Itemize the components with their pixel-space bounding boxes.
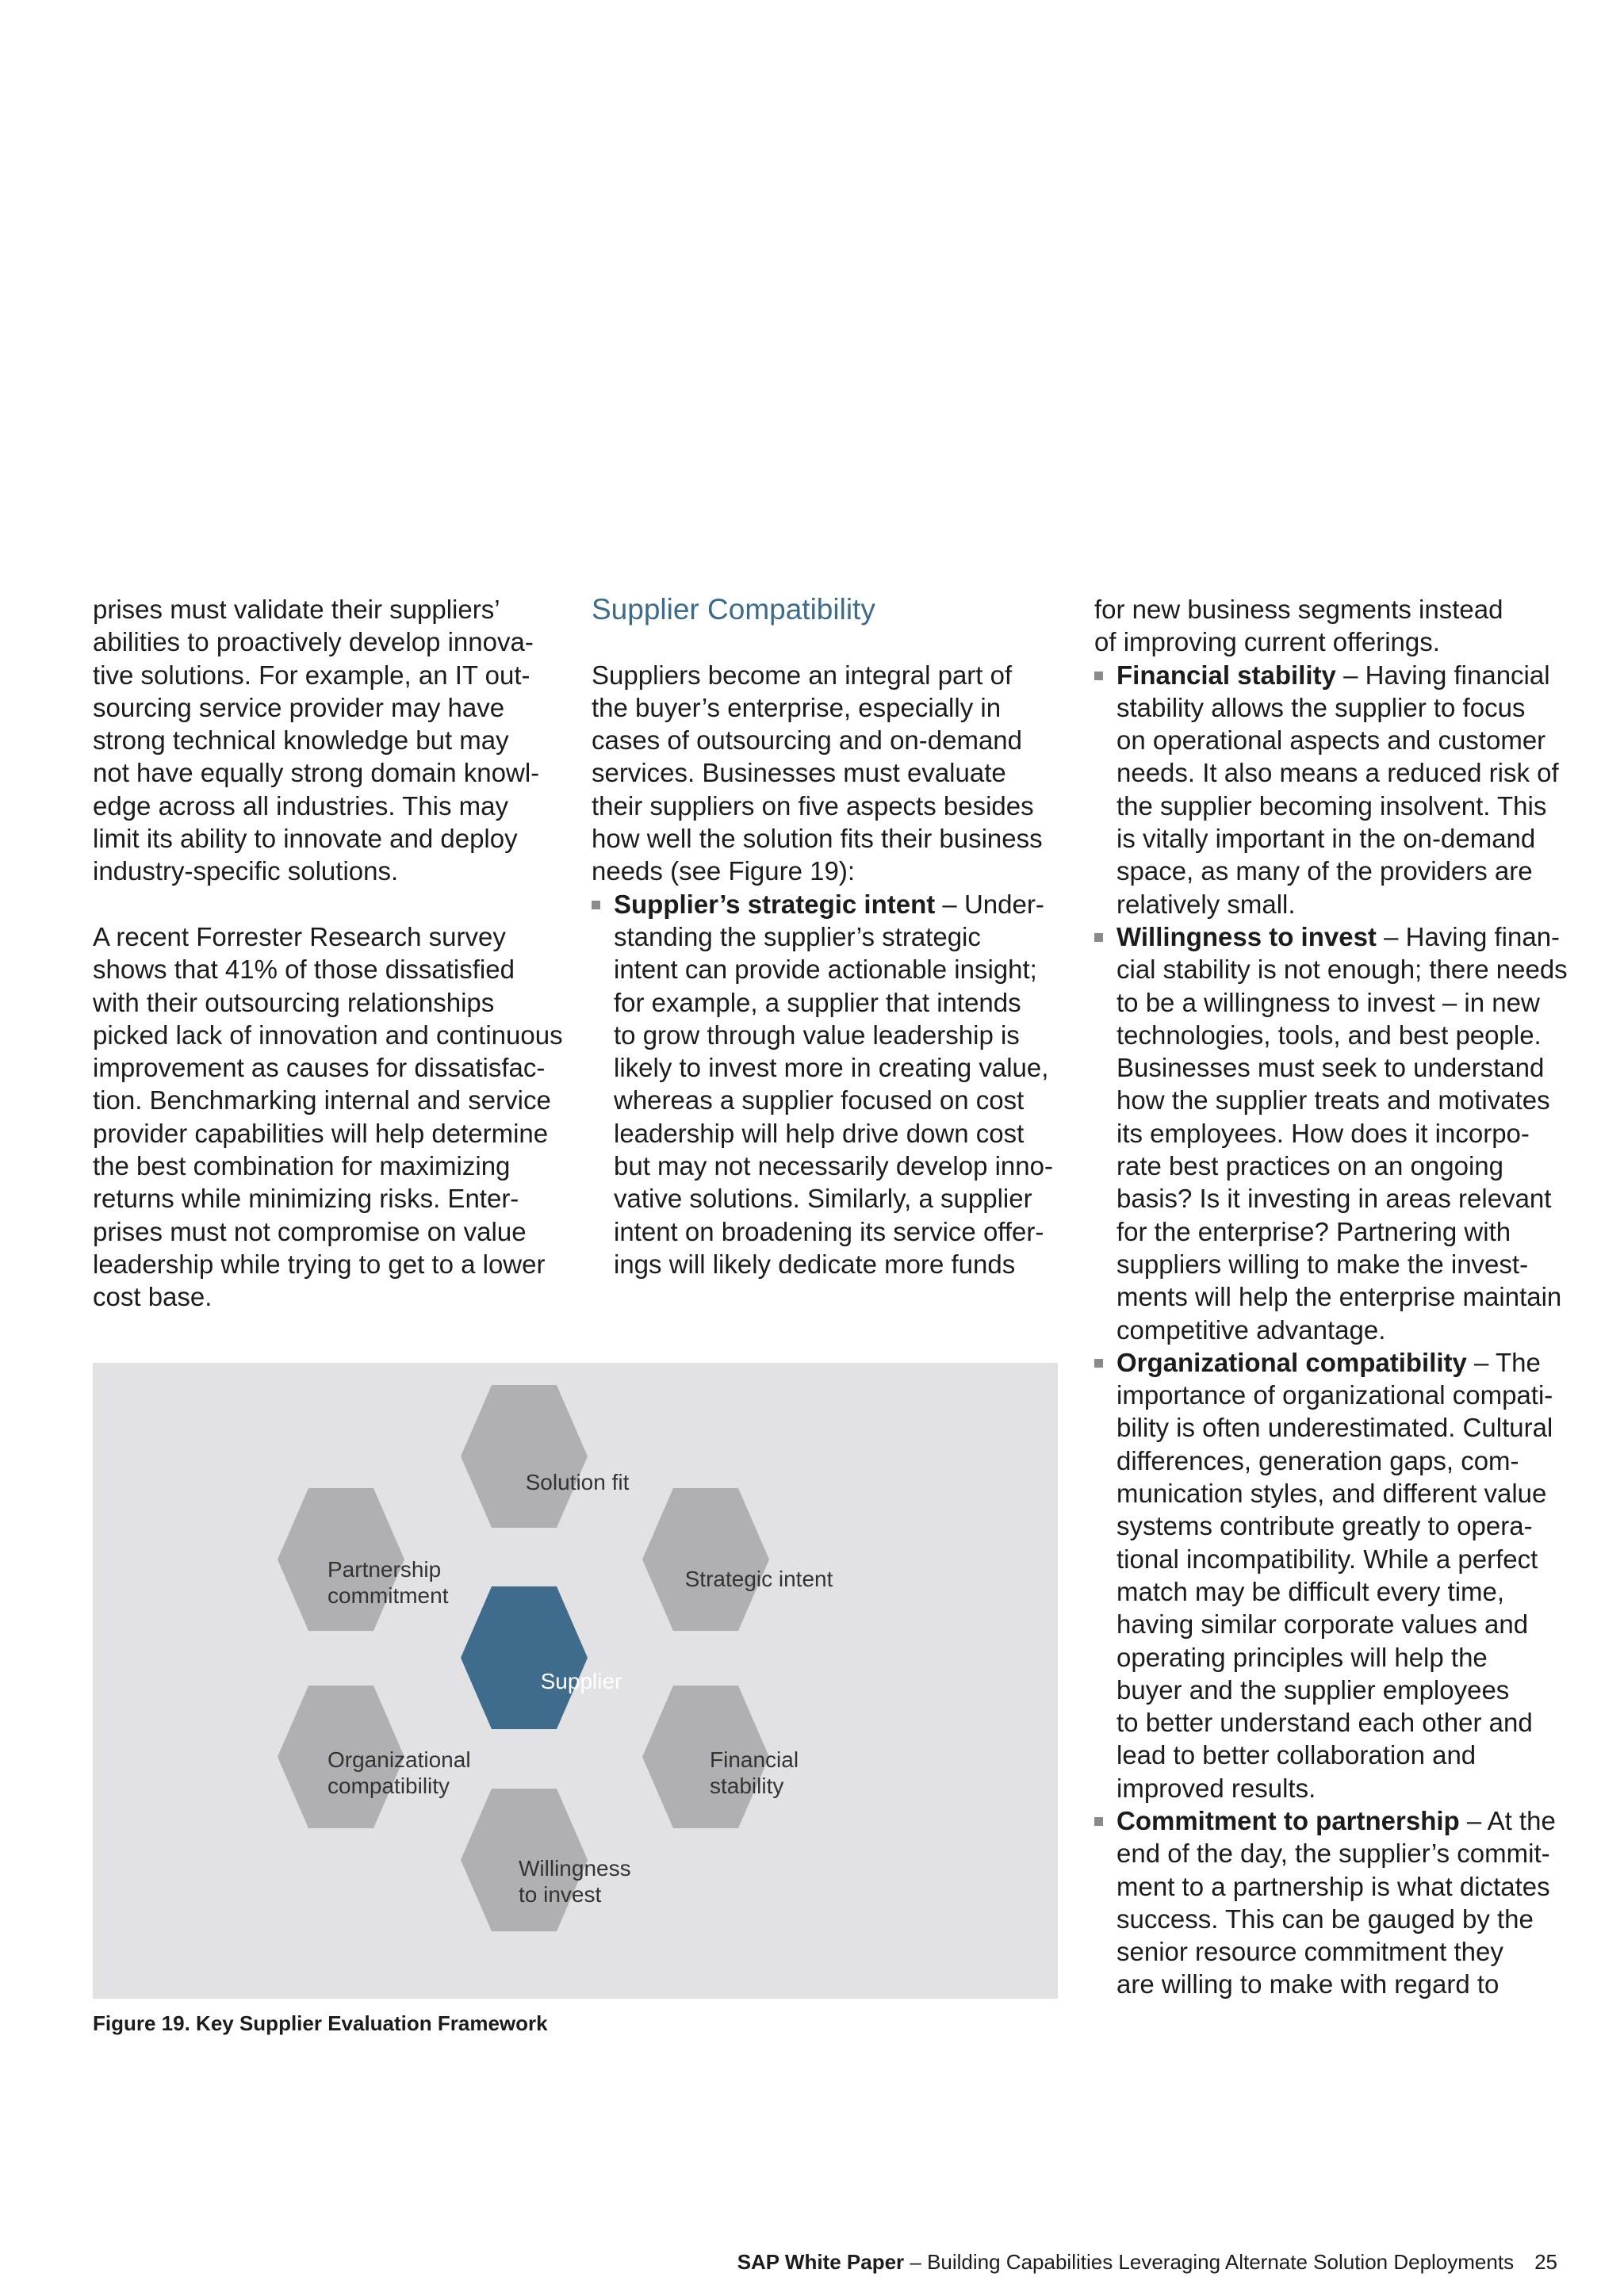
page-footer bbox=[737, 2250, 1557, 2275]
label-organizational-compatibility: Organizational bbox=[327, 1747, 471, 1772]
bullet-text-first: – Having financial bbox=[1335, 660, 1550, 690]
hexagon-supplier bbox=[461, 1586, 588, 1729]
hexagon-solution-fit bbox=[461, 1385, 588, 1528]
bullet-list bbox=[592, 888, 1067, 1281]
square-bullet-icon bbox=[1094, 1817, 1103, 1826]
square-bullet-icon bbox=[592, 901, 600, 909]
bullet-text: stability allows the supplier to focus on operational aspects and customer needs. It also means a reduced risk of the supplier becoming insolvent. This is vitally important in the on-demand space, as many of the providers are relatively small. bbox=[1116, 692, 1559, 919]
figure-supplier-framework bbox=[93, 1363, 1058, 1999]
bullet-text-first: – At the bbox=[1459, 1805, 1556, 1835]
bullet-text: importance of organizational compati- bility is often underestimated. Cultural differences, generation gaps, com- munication styles, and different value systems contribute greatly to opera- tional incompatibility. While a perfect match may be difficult every time, having similar corporate values and operating principles will help the buyer and the supplier employees to better understand each other and lead to better collaboration and improved results. bbox=[1116, 1380, 1553, 1803]
list-item-willingness-to-invest bbox=[1094, 920, 1578, 1346]
text-column-middle bbox=[592, 593, 1067, 1280]
label-financial-stability-2: stability bbox=[710, 1774, 784, 1798]
square-bullet-icon bbox=[1094, 1359, 1103, 1368]
bullet-list bbox=[1094, 659, 1578, 2001]
label-strategic-intent: Strategic intent bbox=[684, 1567, 833, 1591]
label-partnership-commitment-2: commitment bbox=[327, 1583, 449, 1608]
paragraph-supplier-intro: Suppliers become an integral part of the buyer’s enterprise, especially in cases of outsourcing and on-demand services. Businesses must evaluate their suppliers on five aspects besides how well the solution fits their business needs (see Figure 19): bbox=[592, 660, 1043, 886]
label-partnership-commitment: Partnership bbox=[327, 1557, 442, 1582]
label-willingness-to-invest: Willingness bbox=[519, 1856, 631, 1881]
bullet-text-first: – Under- bbox=[935, 889, 1044, 919]
square-bullet-icon bbox=[1094, 672, 1103, 680]
hexagon-strategic-intent bbox=[642, 1488, 769, 1631]
bullet-text-first: – The bbox=[1466, 1347, 1541, 1377]
bullet-text-first: – Having finan- bbox=[1376, 921, 1561, 951]
hexagon-diagram bbox=[93, 1363, 1058, 1999]
bullet-term: Organizational compatibility bbox=[1116, 1347, 1467, 1377]
paragraph-innovation: prises must validate their suppliers’ abilities to proactively develop innova- tive solutions. For example, an IT out- sourcing service provider may have strong technical knowledge but may not have equally strong domain knowl- edge across all industries. This may limit its ability to innovate and deploy industry-specific solutions. bbox=[93, 595, 540, 886]
page-number: 25 bbox=[1534, 2250, 1557, 2274]
label-solution-fit: Solution fit bbox=[525, 1470, 630, 1494]
text-column-right bbox=[1094, 593, 1578, 2001]
label-supplier: Supplier bbox=[540, 1669, 622, 1693]
bullet-text: standing the supplier’s strategic intent can provide actionable insight; for example, a supplier that intends to grow through value leadership is likely to invest more in creating value, whereas a supplier focused on cost leadership will help drive down cost but may not necessarily develop inno- vative solutions. Similarly, a supplier intent on broadening its service offer- ings will likely dedicate more funds bbox=[614, 921, 1053, 1279]
text-column-left bbox=[93, 593, 569, 1314]
bullet-term: Financial stability bbox=[1116, 660, 1336, 690]
paragraph-continued: for new business segments instead of improving current offerings. bbox=[1094, 595, 1503, 657]
bullet-text: end of the day, the supplier’s commit- ment to a partnership is what dictates success. This can be gauged by the senior resource commitment they are willing to make with regard to bbox=[1116, 1839, 1550, 1999]
section-heading: Supplier Compatibility bbox=[592, 593, 875, 626]
bullet-term: Supplier’s strategic intent bbox=[614, 889, 936, 919]
list-item-commitment-to-partnership bbox=[1094, 1804, 1578, 2001]
square-bullet-icon bbox=[1094, 933, 1103, 942]
label-willingness-to-invest-2: to invest bbox=[519, 1882, 602, 1907]
footer-title: – Building Capabilities Leveraging Alternate Solution Deployments bbox=[904, 2250, 1515, 2274]
bullet-term: Willingness to invest bbox=[1116, 921, 1377, 951]
bullet-term: Commitment to partnership bbox=[1116, 1805, 1460, 1835]
footer-brand: SAP White Paper bbox=[737, 2250, 905, 2274]
label-organizational-compatibility-2: compatibility bbox=[327, 1774, 450, 1798]
paragraph-forrester-survey: A recent Forrester Research survey shows that 41% of those dissatisfied with their outsourcing relationships picked lack of innovation and continuous improvement as causes for dissatisfac- tion. Benchmarking internal and service provider capabilities will help determine the best combination for maximizing returns while minimizing risks. Enter- prises must not compromise on value leadership while trying to get to a lower cost base. bbox=[93, 921, 563, 1312]
figure-caption: Figure 19. Key Supplier Evaluation Framework bbox=[93, 2011, 548, 2035]
bullet-text: cial stability is not enough; there needs to be a willingness to invest – in new technologies, tools, and best people. Businesses must seek to understand how the supplier treats and motivates its employees. How does it incorpo- rate best practices on an ongoing basis? Is it investing in areas relevant for the enterprise? Partnering with suppliers willing to make the invest- ments will help the enterprise maintain competitive advantage. bbox=[1116, 955, 1568, 1345]
list-item-organizational-compatibility bbox=[1094, 1346, 1578, 1804]
list-item-strategic-intent bbox=[592, 888, 1067, 1281]
list-item-financial-stability bbox=[1094, 659, 1578, 920]
label-financial-stability: Financial bbox=[710, 1747, 799, 1772]
